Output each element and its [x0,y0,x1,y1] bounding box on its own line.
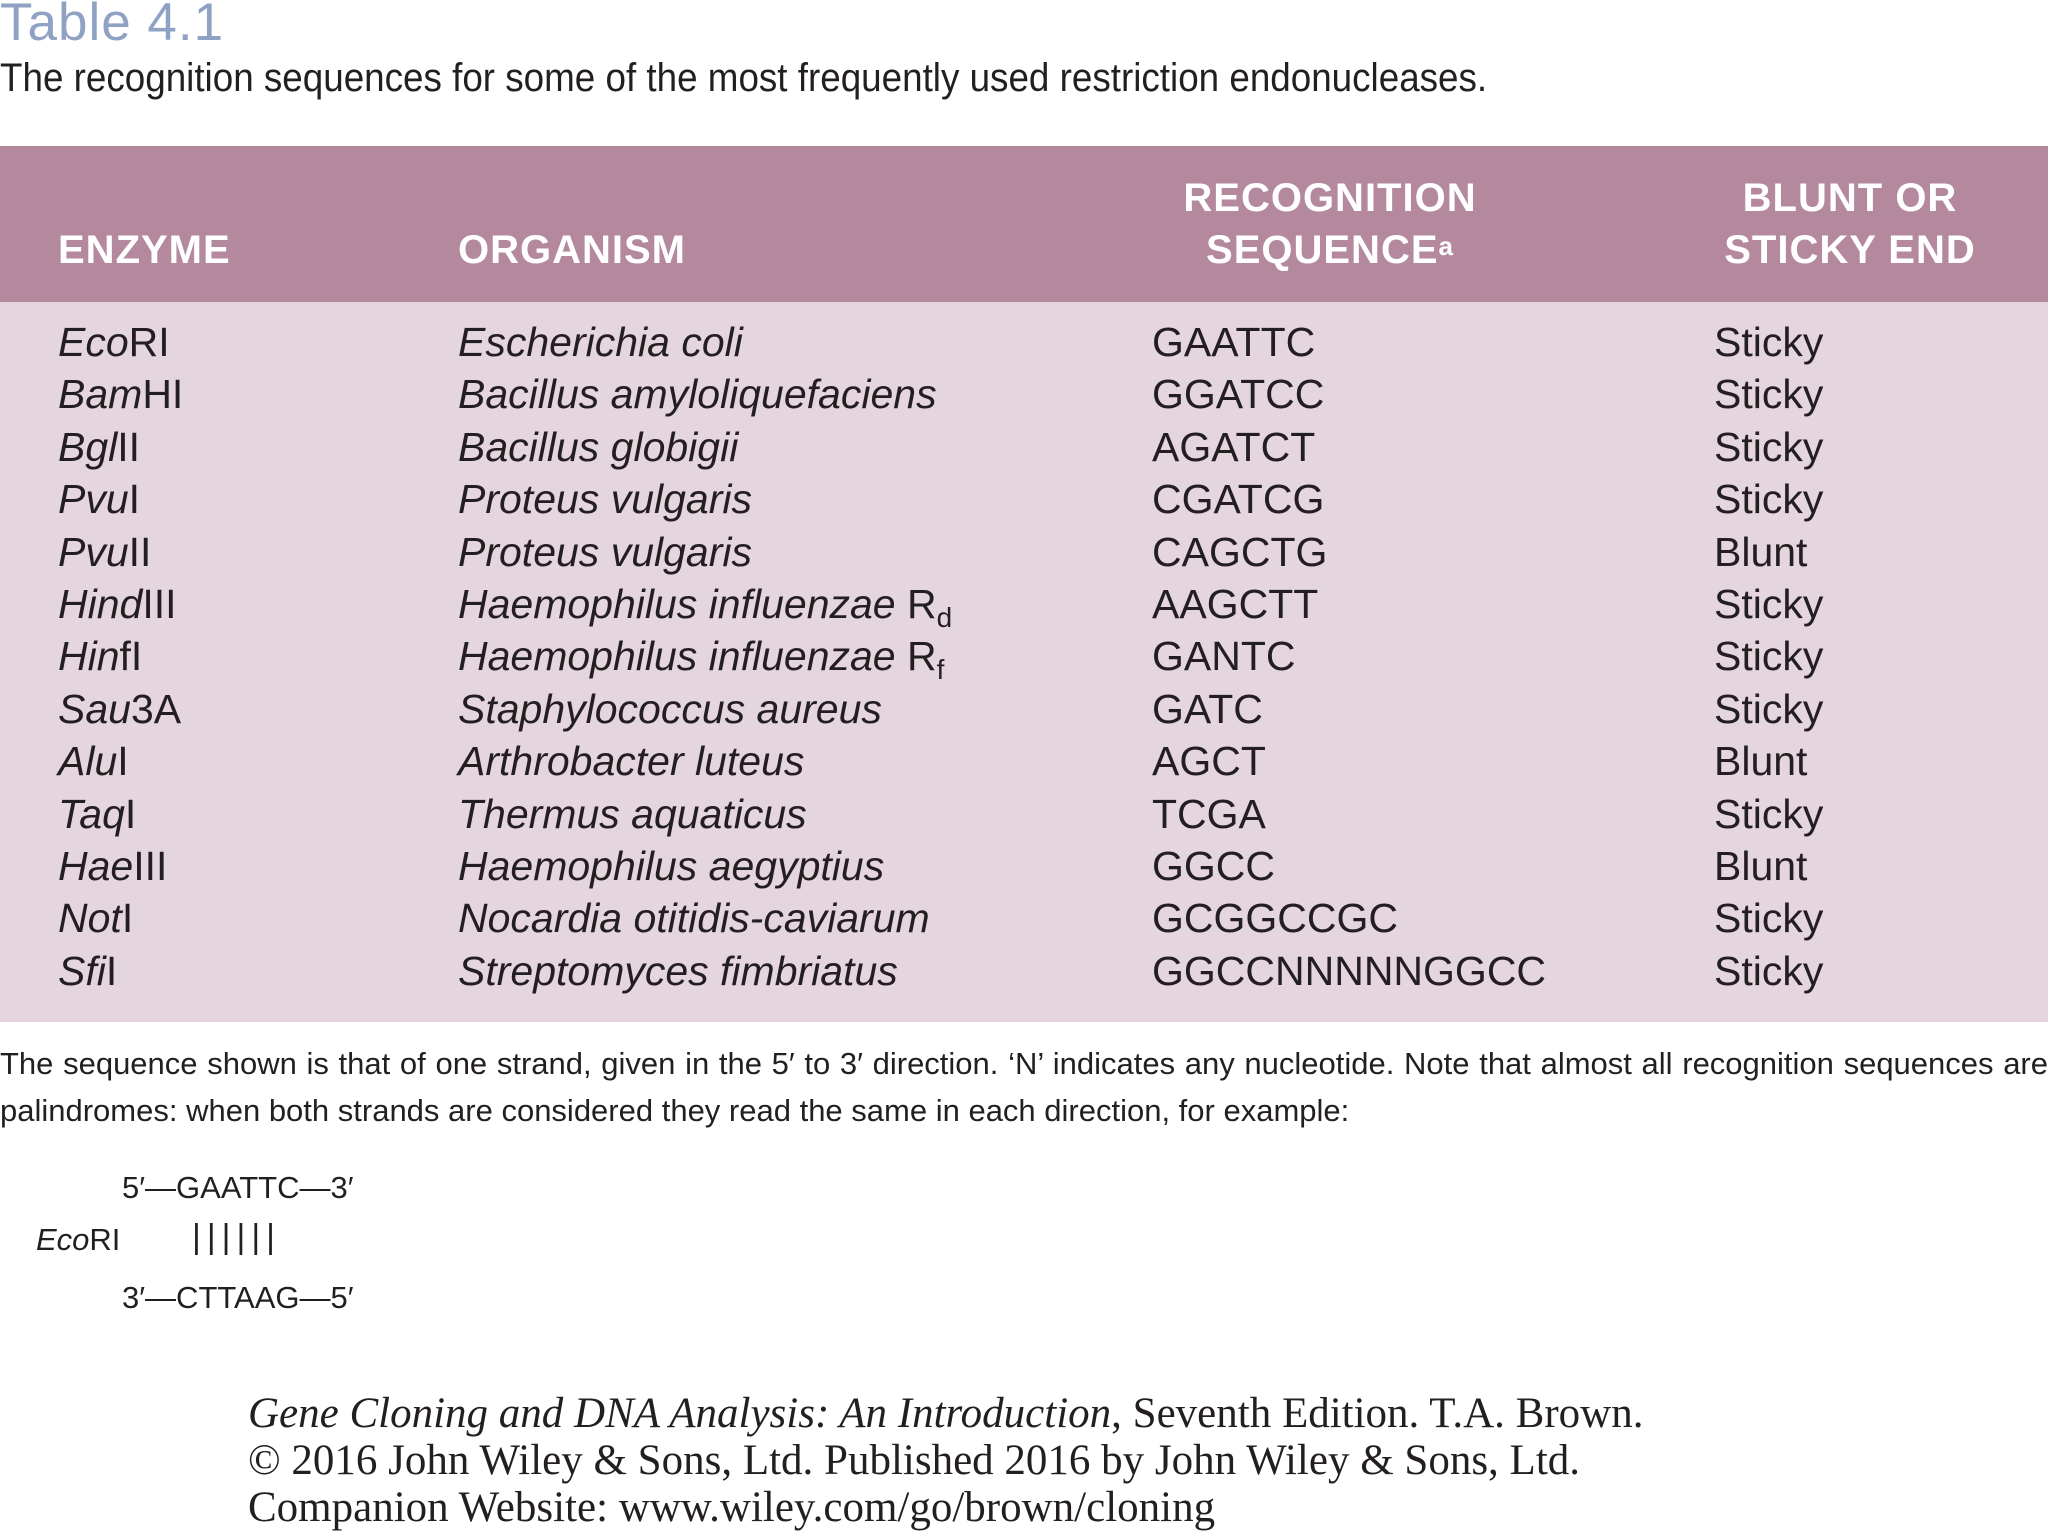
enzyme-roman-part: I [124,790,137,837]
palindrome-enzyme-italic: Eco [36,1222,90,1257]
enzyme-italic-part: Bam [58,371,143,418]
table-row [0,945,2048,997]
cell-recognition-sequence: TCGA [1152,790,1266,837]
cell-enzyme [58,473,140,525]
organism-name: Haemophilus aegyptius [458,842,885,889]
table-row [0,683,2048,735]
table-row [0,578,2048,634]
table-footnote: The sequence shown is that of one strand, given in the 5′ to 3′ direction. ‘N’ indicates any nucleotide. Note that almost all recognition sequences are palindromes: when both strands are considered they read the same in each direction, for example: [0,1046,2048,1128]
cell-end-type: Sticky [1714,319,1824,365]
table-row [0,840,2048,892]
header-sequence-text: SEQUENCE [1206,228,1439,272]
cell-recognition-sequence: GGATCC [1152,371,1325,418]
table-row [0,526,2048,578]
organism-name: Thermus aquaticus [458,790,807,837]
table-body [0,316,2048,997]
organism-name: Bacillus amyloliquefaciens [458,371,937,418]
table-row [0,892,2048,944]
credit-edition: , Seventh Edition. T.A. Brown. [1111,1390,1644,1437]
enzyme-roman-part: III [133,842,168,889]
cell-end-type: Sticky [1714,685,1824,732]
organism-name: Nocardia otitidis-caviarum [458,895,930,942]
enzyme-roman-part: I [105,947,118,994]
enzyme-italic-part: Bgl [58,423,118,470]
header-recognition-line2 [1120,224,1540,276]
table-row [0,788,2048,840]
organism-strain-subscript: f [936,654,945,686]
cell-end-type: Sticky [1714,371,1824,418]
cell-organism [458,526,752,578]
table-caption: The recognition sequences for some of the most frequently used restriction endonucleases. [0,56,1488,100]
cell-end-type: Sticky [1714,633,1824,680]
enzyme-roman-part: II [117,423,141,470]
cell-end-type: Sticky [1714,790,1824,837]
cell-end-type: Sticky [1714,580,1824,627]
enzyme-italic-part: Sfi [58,947,106,994]
credit-line-1 [248,1390,1643,1437]
table-row [0,630,2048,686]
enzyme-italic-part: Hae [58,842,134,889]
enzyme-italic-part: Hind [58,580,143,627]
header-organism: ORGANISM [458,228,686,272]
cell-enzyme [58,421,140,473]
organism-strain-letter: R [907,580,937,627]
header-recognition-sequence [1120,172,1540,276]
cell-organism [458,316,743,368]
organism-name: Staphylococcus aureus [458,685,882,732]
enzyme-roman-part: I [121,895,134,942]
organism-name: Escherichia coli [458,319,743,365]
cell-enzyme [58,630,142,682]
cell-organism [458,892,930,944]
enzyme-italic-part: Taq [58,790,125,837]
palindrome-bottom-strand: 3′—CTTAAG—5′ [122,1280,354,1315]
palindrome-enzyme-label [36,1222,120,1258]
organism-strain-letter: R [907,633,937,680]
palindrome-enzyme-plain: RI [89,1222,121,1257]
organism-name: Haemophilus influenzae [458,633,907,680]
credit-book-title: Gene Cloning and DNA Analysis: An Introduction [248,1390,1112,1437]
organism-name: Bacillus globigii [458,423,739,470]
header-end-line2: STICKY END [1724,228,1976,272]
table-row [0,316,2048,368]
enzyme-roman-part: 3A [130,685,182,732]
header-footnote-marker: a [1438,231,1454,261]
header-enzyme: ENZYME [58,228,231,272]
book-credit [248,1390,1643,1531]
enzyme-italic-part: Pvu [58,528,129,575]
enzyme-roman-part: III [142,580,177,627]
enzyme-roman-part: II [128,528,152,575]
cell-organism [458,683,882,735]
cell-end-type: Blunt [1714,842,1808,889]
header-end-line1: BLUNT OR [1742,176,1958,220]
organism-name: Haemophilus influenzae [458,580,907,627]
table-header [0,146,2048,302]
palindrome-base-pair-bars: |||||| [192,1218,281,1256]
cell-organism [458,840,884,892]
organism-name: Proteus vulgaris [458,528,752,575]
cell-organism [458,788,807,840]
cell-recognition-sequence: GGCCNNNNNGGCC [1152,947,1547,994]
cell-enzyme [58,735,129,787]
cell-recognition-sequence: GCGGCCGC [1152,895,1398,942]
enzyme-italic-part: Sau [58,685,131,732]
cell-enzyme [58,316,170,368]
cell-organism [458,368,937,420]
cell-enzyme [58,840,167,892]
cell-recognition-sequence: AAGCTT [1152,580,1319,627]
table-row [0,735,2048,787]
cell-organism [458,945,898,997]
cell-end-type: Blunt [1714,738,1808,785]
enzyme-italic-part: Hin [58,633,120,680]
organism-strain-subscript: d [936,602,953,634]
enzyme-roman-part: RI [128,319,170,365]
cell-organism [458,735,804,787]
enzyme-roman-part: fI [119,633,143,680]
cell-end-type: Sticky [1714,895,1824,942]
credit-line-2: © 2016 John Wiley & Sons, Ltd. Published 2016 by John Wiley & Sons, Ltd. [248,1437,1581,1484]
header-recognition-line1: RECOGNITION [1183,176,1477,220]
organism-name: Proteus vulgaris [458,476,752,523]
cell-end-type: Blunt [1714,528,1808,575]
table-row [0,368,2048,420]
cell-organism [458,421,738,473]
cell-enzyme [58,945,117,997]
cell-enzyme [58,788,136,840]
cell-enzyme [58,578,177,630]
cell-enzyme [58,526,151,578]
cell-recognition-sequence: GANTC [1152,633,1296,680]
enzyme-roman-part: HI [142,371,184,418]
cell-enzyme [58,683,181,735]
enzyme-italic-part: Alu [58,738,118,785]
enzyme-roman-part: I [128,476,141,523]
table-row [0,473,2048,525]
enzyme-italic-part: Not [58,895,122,942]
cell-recognition-sequence: CGATCG [1152,476,1325,523]
table-row [0,421,2048,473]
credit-line-3: Companion Website: www.wiley.com/go/brown/cloning [248,1484,1216,1531]
enzyme-italic-part: Pvu [58,476,129,523]
cell-recognition-sequence: AGATCT [1152,423,1316,470]
cell-recognition-sequence: CAGCTG [1152,528,1328,575]
cell-recognition-sequence: GATC [1152,685,1263,732]
cell-enzyme [58,368,183,420]
table-label: Table 4.1 [0,0,225,52]
organism-name: Streptomyces fimbriatus [458,947,898,994]
cell-recognition-sequence: AGCT [1152,738,1266,785]
organism-name: Arthrobacter luteus [458,738,805,785]
enzyme-italic-part: Eco [58,319,129,365]
cell-organism [458,473,752,525]
enzyme-table [0,146,2048,1022]
palindrome-top-strand: 5′—GAATTC—3′ [122,1170,354,1205]
cell-end-type: Sticky [1714,947,1824,994]
cell-recognition-sequence: GAATTC [1152,319,1316,365]
cell-enzyme [58,892,133,944]
cell-end-type: Sticky [1714,476,1824,523]
cell-recognition-sequence: GGCC [1152,842,1275,889]
enzyme-roman-part: I [117,738,129,785]
header-end-type [1700,172,2000,276]
cell-end-type: Sticky [1714,423,1824,470]
